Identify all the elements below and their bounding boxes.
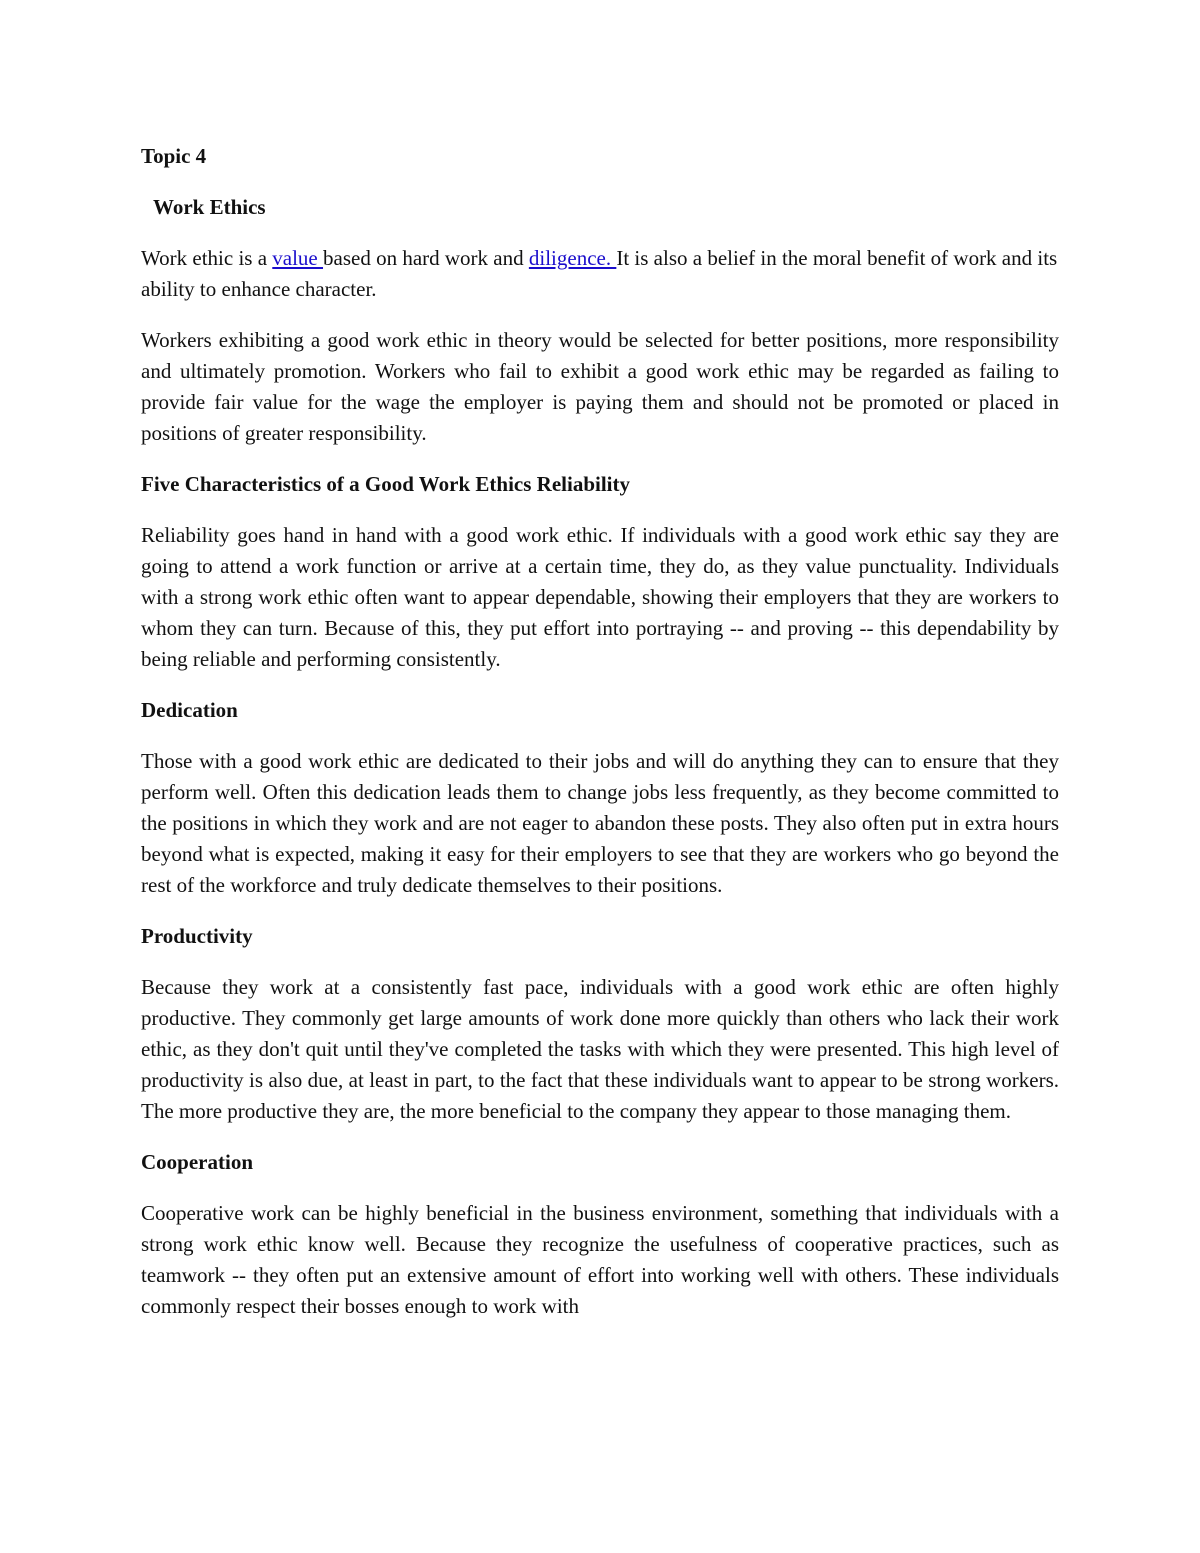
value-link[interactable]: value	[272, 246, 324, 270]
diligence-link[interactable]: diligence.	[528, 246, 617, 270]
intro-paragraph	[141, 243, 1059, 305]
intro-text-start: Work ethic is a	[141, 246, 273, 270]
dedication-paragraph: Those with a good work ethic are dedicated to their jobs and will do anything they can to ensure that they perform well. Often this dedication leads them to change jobs less frequently, as they become committed to the positions in which they work and are not eager to abandon these posts. They also often put in extra hours beyond what is expected, making it easy for their employers to see that they are workers who go beyond the rest of the workforce and truly dedicate themselves to their positions.	[141, 749, 1059, 897]
section-title-work-ethics: Work Ethics	[153, 195, 266, 219]
cooperation-paragraph: Cooperative work can be highly beneficial in the business environment, something that individuals with a strong work ethic know well. Because they recognize the usefulness of cooperative practices, such as teamwork -- they often put an extensive amount of effort into working well with others. These individuals commonly respect their bosses enough to work with	[141, 1201, 1059, 1318]
intro-text-middle: based on hard work and	[323, 246, 529, 270]
workers-paragraph: Workers exhibiting a good work ethic in theory would be selected for better positions, more responsibility and ultimately promotion. Workers who fail to exhibit a good work ethic may be regarded as failing to provide fair value for the wage the employer is paying them and should not be promoted or placed in positions of greater responsibility.	[141, 328, 1059, 445]
five-characteristics-heading: Five Characteristics of a Good Work Ethics Reliability	[141, 472, 630, 496]
reliability-paragraph: Reliability goes hand in hand with a good work ethic. If individuals with a good work ethic say they are going to attend a work function or arrive at a certain time, they do, as they value punctuality. Individuals with a strong work ethic often want to appear dependable, showing their employers that they are workers to whom they can turn. Because of this, they put effort into portraying -- and proving -- this dependability by being reliable and performing consistently.	[141, 523, 1059, 671]
dedication-heading: Dedication	[141, 698, 238, 722]
cooperation-heading: Cooperation	[141, 1150, 253, 1174]
productivity-heading: Productivity	[141, 924, 253, 948]
document-body	[141, 141, 1059, 1322]
productivity-paragraph: Because they work at a consistently fast pace, individuals with a good work ethic are often highly productive. They commonly get large amounts of work done more quickly than others who lack their work ethic, as they don't quit until they've completed the tasks with which they were presented. This high level of productivity is also due, at least in part, to the fact that these individuals want to appear to be strong workers. The more productive they are, the more beneficial to the company they appear to those managing them.	[141, 975, 1059, 1123]
topic-heading: Topic 4	[141, 144, 207, 168]
intro-text-end: It is also a belief in the moral benefit of work and its ability to enhance character.	[141, 246, 1058, 301]
